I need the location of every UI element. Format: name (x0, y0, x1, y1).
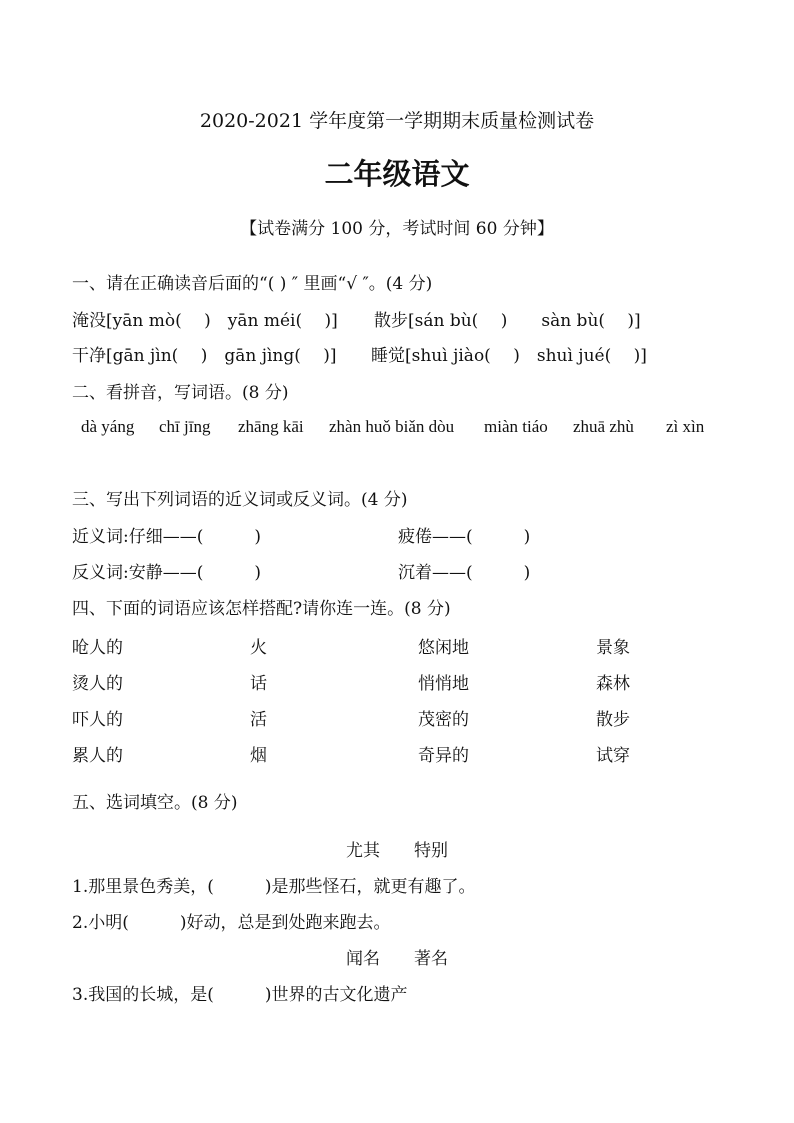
match-item: 烫人的 (72, 674, 123, 694)
pinyin-word: zhàn huǒ biǎn dòu (329, 417, 455, 436)
match-item: 活 (250, 710, 267, 730)
exam-subtitle: 2020-2021 学年度第一学期期末质量检测试卷 (199, 110, 595, 132)
section3-row2-left: 反义词:安静——( ) (72, 563, 261, 583)
section5-heading: 五、选词填空。(8 分) (72, 793, 238, 813)
match-item: 奇异的 (418, 746, 469, 766)
pinyin-word: chī jīng (159, 417, 211, 436)
question-3: 3.我国的长城，是( )世界的古文化遗产 (72, 985, 408, 1005)
match-item: 森林 (596, 674, 630, 694)
word-options-1: 尤其 特别 (346, 841, 448, 861)
pinyin-word: zì xìn (666, 417, 705, 436)
question-1: 1.那里景色秀美，( )是那些怪石，就更有趣了。 (72, 877, 476, 897)
section3-heading: 三、写出下列词语的近义词或反义词。(4 分) (72, 490, 408, 510)
exam-title: 二年级语文 (324, 157, 470, 191)
pinyin-word: zhuā zhù (573, 417, 634, 436)
section4-heading: 四、下面的词语应该怎样搭配?请你连一连。(8 分) (72, 599, 451, 619)
match-item: 累人的 (72, 746, 123, 766)
match-item: 景象 (596, 638, 630, 658)
match-item: 吓人的 (72, 710, 123, 730)
exam-note: 【试卷满分 100 分，考试时间 60 分钟】 (240, 219, 554, 239)
pinyin-word: miàn tiáo (484, 417, 548, 436)
question-2: 2.小明( )好动，总是到处跑来跑去。 (72, 913, 391, 933)
section1-heading: 一、请在正确读音后面的“( ) ″ 里画“√ ″。(4 分) (72, 274, 433, 294)
match-item: 呛人的 (72, 638, 123, 658)
section3-row2-right: 沉着——( ) (398, 563, 531, 583)
match-item: 烟 (250, 746, 267, 766)
section1-row2-right: 睡觉[shuì jiào( ) shuì jué( )] (371, 346, 647, 366)
match-item: 悄悄地 (418, 674, 469, 694)
section3-row1-right: 疲倦——( ) (398, 527, 531, 547)
section1-row1-right: 散步[sán bù( ) sàn bù( )] (374, 311, 641, 331)
match-item: 话 (250, 674, 267, 694)
match-item: 试穿 (596, 746, 630, 766)
section2-heading: 二、看拼音，写词语。(8 分) (72, 383, 289, 403)
match-item: 散步 (596, 710, 630, 730)
section3-row1-left: 近义词:仔细——( ) (72, 527, 261, 547)
word-options-2: 闻名 著名 (346, 949, 448, 969)
pinyin-word: dà yáng (81, 417, 135, 436)
match-item: 悠闲地 (418, 638, 469, 658)
match-item: 火 (250, 638, 267, 658)
match-item: 茂密的 (418, 710, 469, 730)
pinyin-word: zhāng kāi (238, 417, 304, 436)
section1-row1-left: 淹没[yān mò( ) yān méi( )] (72, 311, 338, 331)
section1-row2-left: 干净[gān jìn( ) gān jìng( )] (72, 346, 337, 366)
